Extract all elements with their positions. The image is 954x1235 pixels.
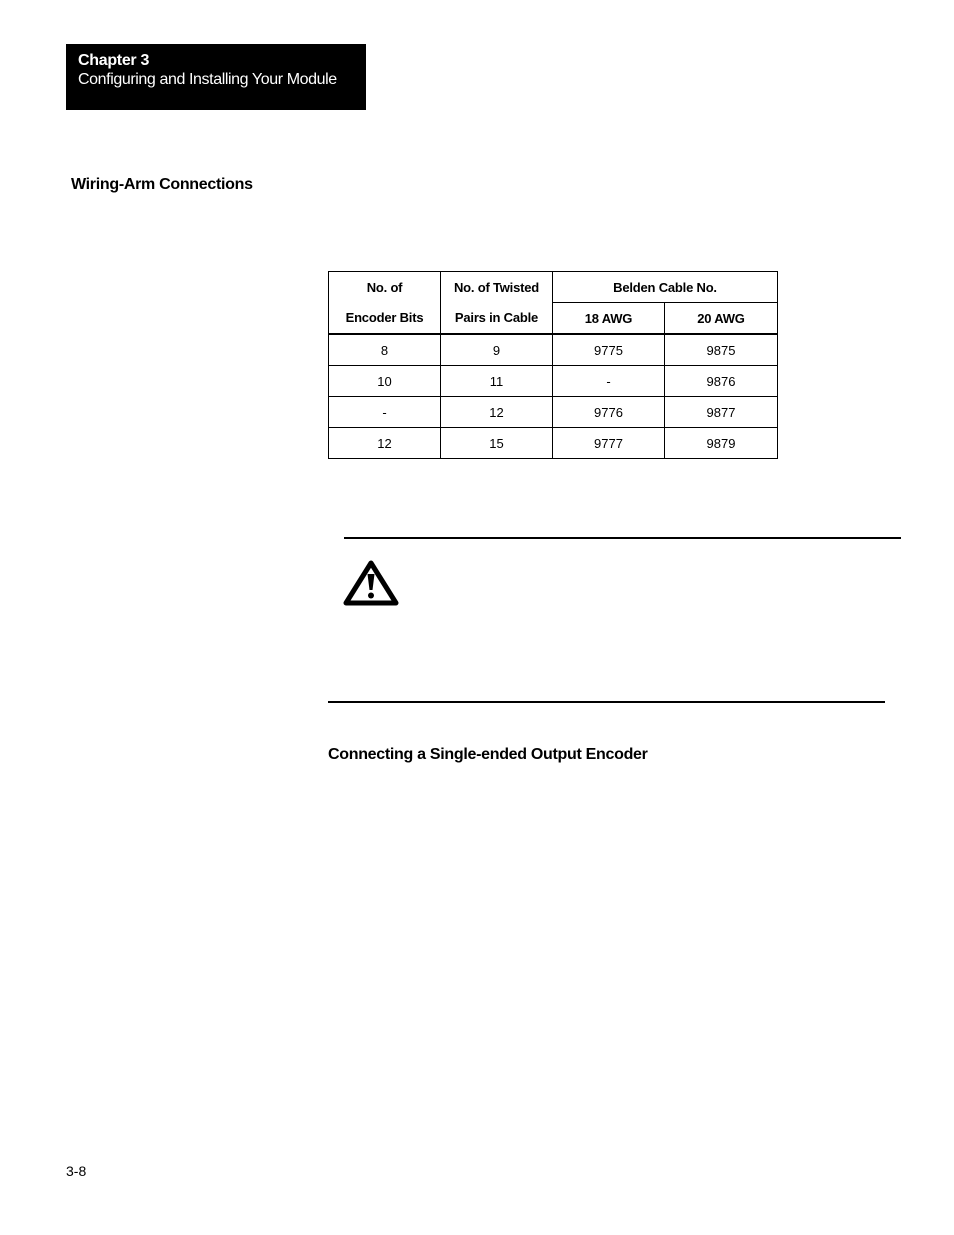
chapter-title: Configuring and Installing Your Module <box>78 71 337 88</box>
cable-table <box>328 271 778 459</box>
chapter-label: Chapter 3 <box>78 52 150 69</box>
table-cell: 11 <box>441 366 553 397</box>
table-cell: 9875 <box>665 334 778 366</box>
table-header-row <box>329 303 778 335</box>
table-cell: - <box>329 397 441 428</box>
table-cell: 12 <box>441 397 553 428</box>
table-row <box>329 366 778 397</box>
table-header-cell: Encoder Bits <box>329 303 441 335</box>
table-cell: 9876 <box>665 366 778 397</box>
table-row <box>329 397 778 428</box>
table-header-cell: 18 AWG <box>553 303 665 335</box>
table-row <box>329 334 778 366</box>
warning-bottom-rule <box>328 701 885 703</box>
table-cell: - <box>553 366 665 397</box>
table-header-cell: Belden Cable No. <box>553 272 778 303</box>
table-cell: 9777 <box>553 428 665 459</box>
table-row <box>329 428 778 459</box>
table-cell: 9879 <box>665 428 778 459</box>
table-header-cell: No. of Twisted <box>441 272 553 303</box>
table-header-cell: 20 AWG <box>665 303 778 335</box>
chapter-header <box>66 44 366 110</box>
table-cell: 9877 <box>665 397 778 428</box>
table-cell: 9 <box>441 334 553 366</box>
page-number: 3-8 <box>66 1163 87 1179</box>
table-header-row <box>329 272 778 303</box>
table-header-cell: Pairs in Cable <box>441 303 553 335</box>
table-cell: 8 <box>329 334 441 366</box>
table-header-cell: No. of <box>329 272 441 303</box>
warning-top-rule <box>344 537 901 539</box>
table-cell: 9775 <box>553 334 665 366</box>
table-cell: 15 <box>441 428 553 459</box>
table-cell: 9776 <box>553 397 665 428</box>
wiring-arm-heading: Wiring-Arm Connections <box>71 176 253 193</box>
single-ended-encoder-heading: Connecting a Single-ended Output Encoder <box>328 746 648 763</box>
warning-triangle-icon <box>343 560 399 606</box>
table-cell: 10 <box>329 366 441 397</box>
table-cell: 12 <box>329 428 441 459</box>
